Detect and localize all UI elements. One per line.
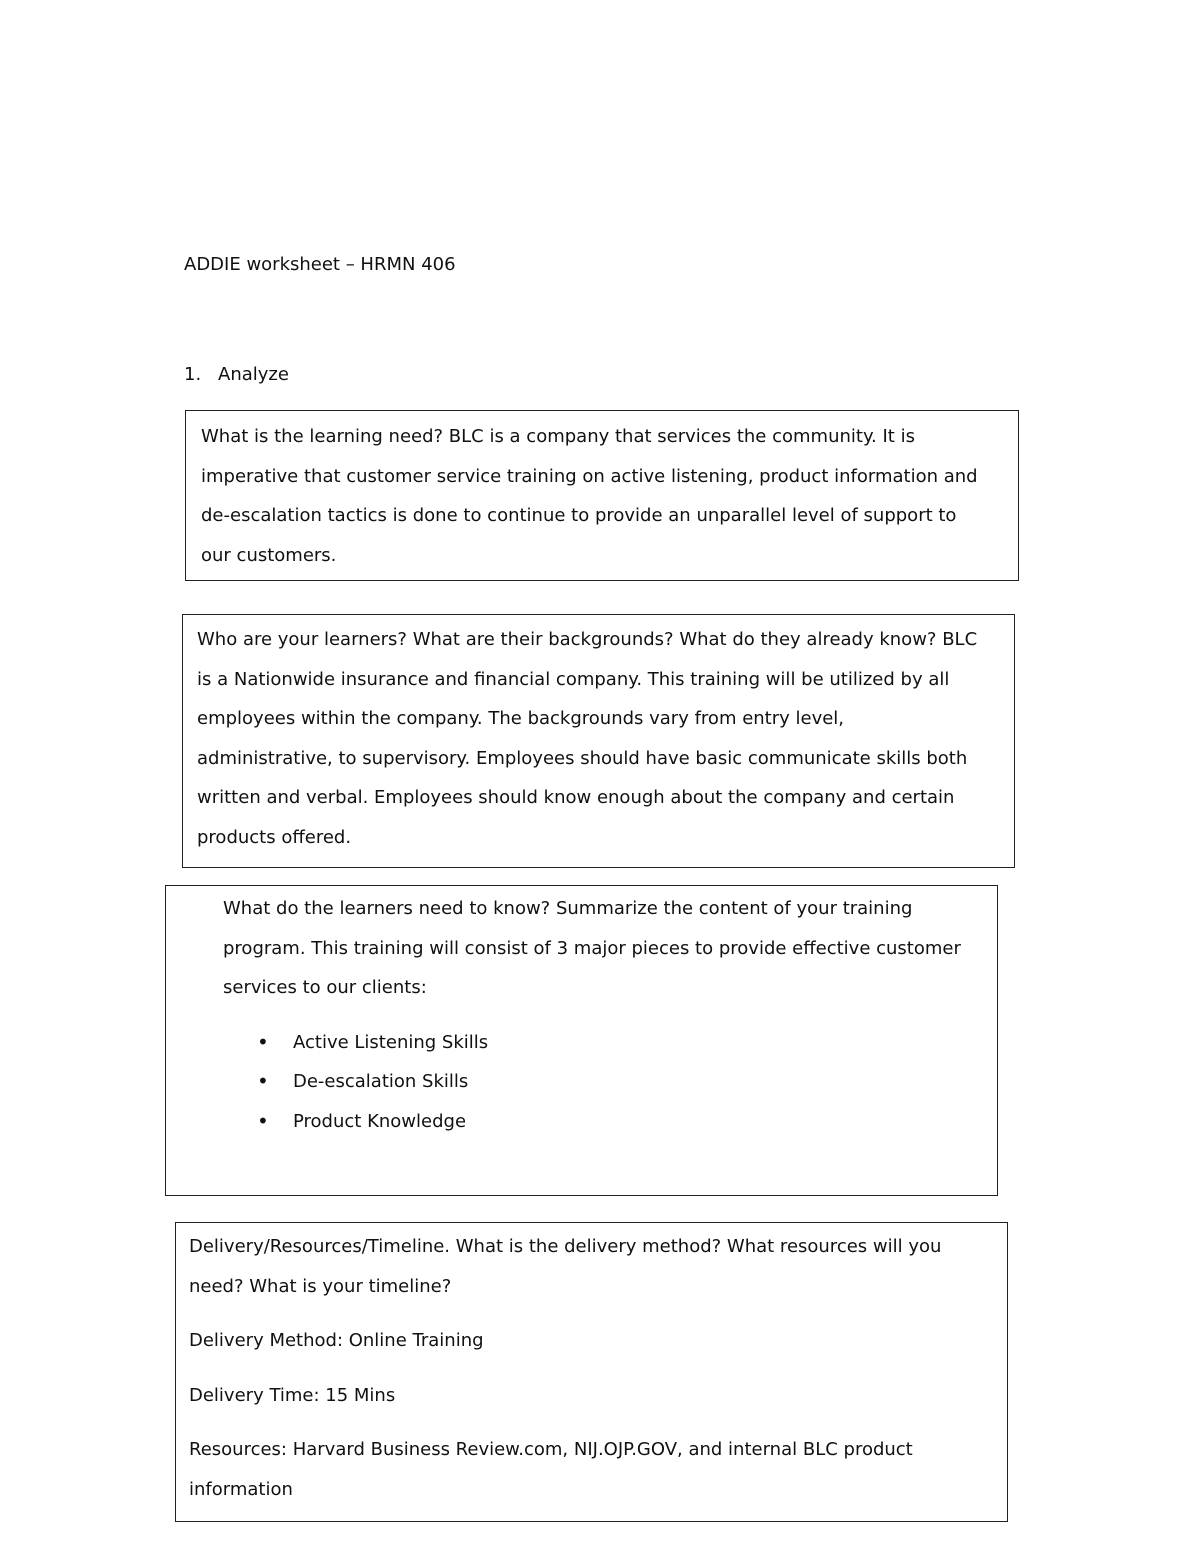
list-item xyxy=(223,1102,983,1142)
text-line: imperative that customer service training on active listening, product information and xyxy=(201,465,978,487)
section-heading xyxy=(184,364,289,385)
training-topics-list xyxy=(223,1023,983,1142)
list-item xyxy=(223,1062,983,1102)
text-line: program. This training will consist of 3 major pieces to provide effective customer xyxy=(223,937,961,959)
bullet-icon: • xyxy=(257,1069,269,1093)
resources-line: information xyxy=(189,1478,293,1500)
text-line: What is the learning need? BLC is a company that services the community. It is xyxy=(201,426,915,447)
learning-need-box xyxy=(185,410,1019,581)
bullet-icon: • xyxy=(257,1108,269,1133)
delivery-box xyxy=(175,1222,1008,1522)
text-line: need? What is your timeline? xyxy=(189,1275,452,1297)
text-line: Who are your learners? What are their backgrounds? What do they already know? BLC xyxy=(197,629,978,650)
list-item-label: Active Listening Skills xyxy=(293,1031,489,1053)
text-line: Delivery/Resources/Timeline. What is the delivery method? What resources will you xyxy=(189,1236,942,1257)
text-line: What do the learners need to know? Summarize the content of your training xyxy=(223,898,913,919)
text-line: employees within the company. The backgrounds vary from entry level, xyxy=(197,708,845,729)
bullet-icon: • xyxy=(257,1029,269,1054)
delivery-method: Delivery Method: Online Training xyxy=(189,1330,484,1351)
delivery-time: Delivery Time: 15 Mins xyxy=(189,1384,396,1406)
learners-box xyxy=(182,614,1015,868)
list-item-label: Product Knowledge xyxy=(293,1110,467,1132)
section-number: 1. xyxy=(184,364,202,385)
text-line: administrative, to supervisory. Employees should have basic communicate skills both xyxy=(197,747,968,769)
text-line: de-escalation tactics is done to continue to provide an unparallel level of support to xyxy=(201,505,957,526)
document-title: ADDIE worksheet – HRMN 406 xyxy=(184,254,456,275)
list-item xyxy=(223,1023,983,1063)
text-line: is a Nationwide insurance and financial company. This training will be utilized by all xyxy=(197,668,950,690)
text-line: services to our clients: xyxy=(223,977,427,998)
text-line: written and verbal. Employees should know enough about the company and certain xyxy=(197,787,955,808)
text-line: products offered. xyxy=(197,826,352,848)
resources-line: Resources: Harvard Business Review.com, NIJ.OJP.GOV, and internal BLC product xyxy=(189,1439,913,1460)
content-summary-box xyxy=(165,885,998,1196)
text-line: our customers. xyxy=(201,544,337,566)
list-item-label: De-escalation Skills xyxy=(293,1071,469,1092)
section-label: Analyze xyxy=(218,364,289,385)
